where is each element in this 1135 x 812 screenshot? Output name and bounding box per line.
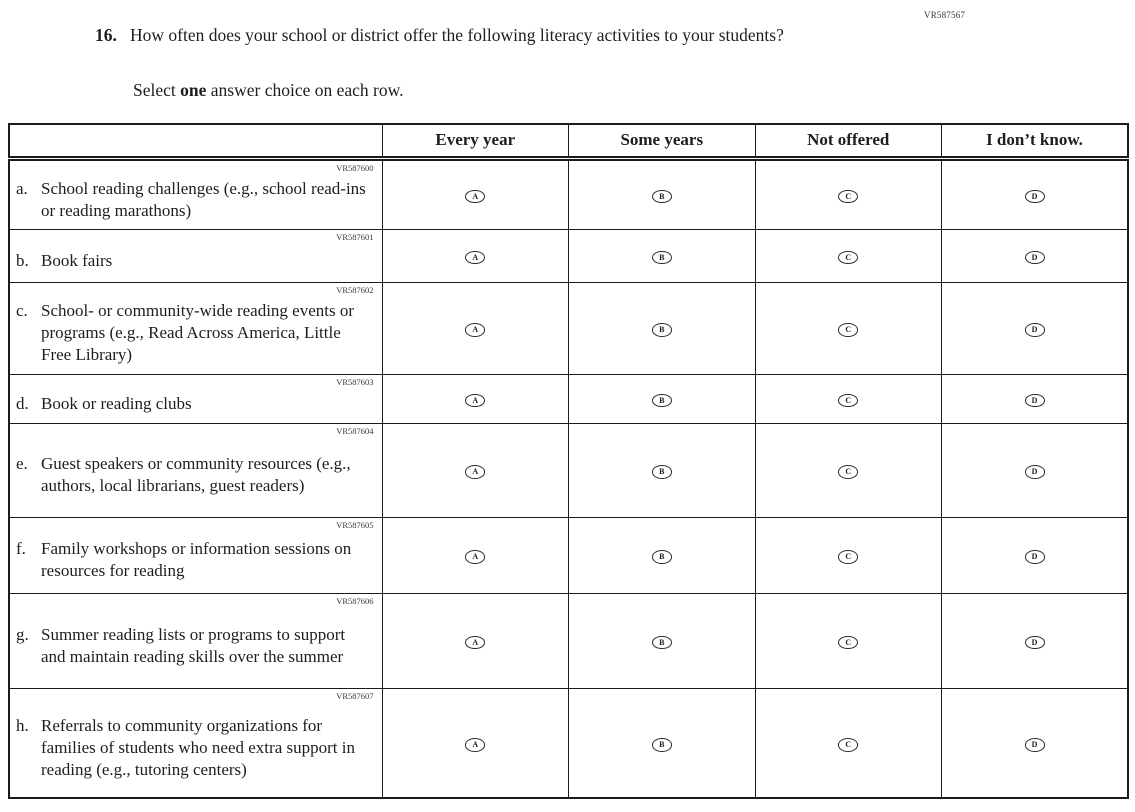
bubble-letter: A <box>472 252 479 262</box>
option-cell <box>755 517 942 593</box>
option-bubble-a[interactable] <box>465 550 485 564</box>
bubble-letter: B <box>659 739 665 749</box>
option-bubble-b[interactable] <box>652 738 672 752</box>
option-bubble-b[interactable] <box>652 636 672 650</box>
option-cell <box>382 688 569 798</box>
option-cell <box>382 282 569 374</box>
option-bubble-c[interactable] <box>838 190 858 204</box>
option-bubble-a[interactable] <box>465 251 485 265</box>
bubble-letter: B <box>659 191 665 201</box>
option-cell <box>942 374 1129 423</box>
bubble-letter: D <box>1031 467 1038 477</box>
bubble-letter: C <box>845 191 852 201</box>
bubble-letter: D <box>1031 252 1038 262</box>
option-cell <box>755 229 942 282</box>
item-letter: b. <box>16 250 29 270</box>
option-cell <box>942 158 1129 229</box>
option-cell <box>382 374 569 423</box>
row-vr-code: VR587604 <box>336 425 374 436</box>
table-row-g <box>9 593 1128 688</box>
bubble-letter: C <box>845 637 852 647</box>
item-cell <box>9 593 382 688</box>
option-cell <box>942 423 1129 517</box>
option-bubble-a[interactable] <box>465 636 485 650</box>
option-cell <box>382 423 569 517</box>
item-text: Family workshops or information sessions on resources for reading <box>41 539 352 580</box>
item-letter: f. <box>16 539 26 558</box>
header-stub-empty <box>9 124 382 158</box>
option-bubble-d[interactable] <box>1025 323 1045 337</box>
item-cell <box>9 423 382 517</box>
option-cell <box>942 688 1129 798</box>
item-cell <box>9 282 382 374</box>
option-cell <box>569 688 756 798</box>
item-letter: d. <box>16 393 29 413</box>
table-row-e <box>9 423 1128 517</box>
bubble-letter: A <box>472 325 479 335</box>
item-text: School- or community-wide reading events or programs (e.g., Read Across America, Little Free Library) <box>41 301 355 364</box>
option-bubble-c[interactable] <box>838 465 858 479</box>
option-bubble-b[interactable] <box>652 465 672 479</box>
row-vr-code: VR587601 <box>336 231 374 242</box>
row-vr-code: VR587603 <box>336 376 374 387</box>
option-bubble-b[interactable] <box>652 323 672 337</box>
table-row-f <box>9 517 1128 593</box>
question-block <box>95 22 855 48</box>
option-cell <box>942 282 1129 374</box>
page-vr-code: VR587567 <box>924 10 966 20</box>
option-bubble-b[interactable] <box>652 394 672 408</box>
bubble-letter: A <box>472 395 479 405</box>
option-bubble-c[interactable] <box>838 636 858 650</box>
response-matrix <box>8 123 1129 799</box>
option-bubble-d[interactable] <box>1025 550 1045 564</box>
row-vr-code: VR587600 <box>336 162 374 173</box>
option-cell <box>569 517 756 593</box>
option-bubble-a[interactable] <box>465 465 485 479</box>
option-bubble-b[interactable] <box>652 251 672 265</box>
row-vr-code: VR587606 <box>336 595 374 606</box>
bubble-letter: D <box>1031 739 1038 749</box>
item-cell <box>9 688 382 798</box>
column-header-i-dont-know: I don’t know. <box>942 124 1129 158</box>
option-bubble-b[interactable] <box>652 190 672 204</box>
option-cell <box>755 688 942 798</box>
table-row-a <box>9 158 1128 229</box>
instruction-bold: one <box>180 80 207 100</box>
bubble-letter: A <box>472 191 479 201</box>
bubble-letter: A <box>472 552 479 562</box>
table-row-b <box>9 229 1128 282</box>
bubble-letter: B <box>659 467 665 477</box>
row-vr-code: VR587605 <box>336 519 374 530</box>
bubble-letter: C <box>845 325 852 335</box>
option-bubble-d[interactable] <box>1025 251 1045 265</box>
item-cell <box>9 229 382 282</box>
option-bubble-c[interactable] <box>838 323 858 337</box>
option-cell <box>569 229 756 282</box>
option-cell <box>569 282 756 374</box>
table-row-c <box>9 282 1128 374</box>
instruction-pre: Select <box>133 80 181 100</box>
option-cell <box>382 158 569 229</box>
option-cell <box>755 374 942 423</box>
item-text: Referrals to community organizations for families of students who need extra support in reading (e.g., tutoring centers) <box>41 715 355 779</box>
option-bubble-d[interactable] <box>1025 738 1045 752</box>
item-letter: a. <box>16 178 28 198</box>
option-bubble-c[interactable] <box>838 738 858 752</box>
table-row-h <box>9 688 1128 798</box>
bubble-letter: C <box>845 252 852 262</box>
bubble-letter: A <box>472 467 479 477</box>
option-bubble-d[interactable] <box>1025 636 1045 650</box>
bubble-letter: B <box>659 552 665 562</box>
item-cell <box>9 517 382 593</box>
option-cell <box>382 517 569 593</box>
column-header-not-offered: Not offered <box>755 124 942 158</box>
column-header-some-years: Some years <box>569 124 756 158</box>
option-cell <box>569 423 756 517</box>
bubble-letter: D <box>1031 325 1038 335</box>
bubble-letter: A <box>472 637 479 647</box>
option-bubble-c[interactable] <box>838 550 858 564</box>
option-bubble-c[interactable] <box>838 251 858 265</box>
option-bubble-a[interactable] <box>465 738 485 752</box>
option-cell <box>942 517 1129 593</box>
row-vr-code: VR587607 <box>336 690 374 701</box>
item-letter: e. <box>16 454 28 473</box>
option-cell <box>755 158 942 229</box>
option-cell <box>569 158 756 229</box>
option-cell <box>942 229 1129 282</box>
option-bubble-d[interactable] <box>1025 190 1045 204</box>
bubble-letter: C <box>845 739 852 749</box>
item-letter: h. <box>16 715 29 735</box>
item-text: Book fairs <box>41 250 113 270</box>
item-letter: g. <box>16 624 29 644</box>
bubble-letter: D <box>1031 191 1038 201</box>
header-row <box>9 124 1128 158</box>
bubble-letter: D <box>1031 395 1038 405</box>
item-cell <box>9 374 382 423</box>
bubble-letter: B <box>659 325 665 335</box>
question-number: 16. <box>95 25 117 45</box>
column-header-every-year: Every year <box>382 124 569 158</box>
option-cell <box>755 423 942 517</box>
item-cell <box>9 158 382 229</box>
bubble-letter: C <box>845 395 852 405</box>
bubble-letter: C <box>845 552 852 562</box>
option-bubble-a[interactable] <box>465 323 485 337</box>
item-text: Summer reading lists or programs to support and maintain reading skills over the summer <box>41 624 346 666</box>
option-bubble-a[interactable] <box>465 394 485 408</box>
bubble-letter: D <box>1031 552 1038 562</box>
option-bubble-d[interactable] <box>1025 465 1045 479</box>
bubble-letter: B <box>659 252 665 262</box>
item-text: Guest speakers or community resources (e.g., authors, local librarians, guest readers) <box>41 454 351 495</box>
item-text: School reading challenges (e.g., school read-ins or reading marathons) <box>41 178 366 220</box>
option-cell <box>942 593 1129 688</box>
table-row-d <box>9 374 1128 423</box>
option-cell <box>569 593 756 688</box>
instruction-text <box>133 78 404 102</box>
option-cell <box>382 229 569 282</box>
item-letter: c. <box>16 301 28 320</box>
option-bubble-c[interactable] <box>838 394 858 408</box>
option-bubble-d[interactable] <box>1025 394 1045 408</box>
bubble-letter: C <box>845 467 852 477</box>
option-cell <box>382 593 569 688</box>
bubble-letter: A <box>472 739 479 749</box>
item-text: Book or reading clubs <box>41 393 192 413</box>
bubble-letter: B <box>659 395 665 405</box>
bubble-letter: D <box>1031 637 1038 647</box>
question-text: How often does your school or district offer the following literacy activities to your students? <box>130 25 784 45</box>
row-vr-code: VR587602 <box>336 284 374 295</box>
bubble-letter: B <box>659 637 665 647</box>
option-cell <box>755 593 942 688</box>
option-bubble-a[interactable] <box>465 190 485 204</box>
option-cell <box>569 374 756 423</box>
instruction-post: answer choice on each row. <box>206 80 404 100</box>
option-bubble-b[interactable] <box>652 550 672 564</box>
option-cell <box>755 282 942 374</box>
